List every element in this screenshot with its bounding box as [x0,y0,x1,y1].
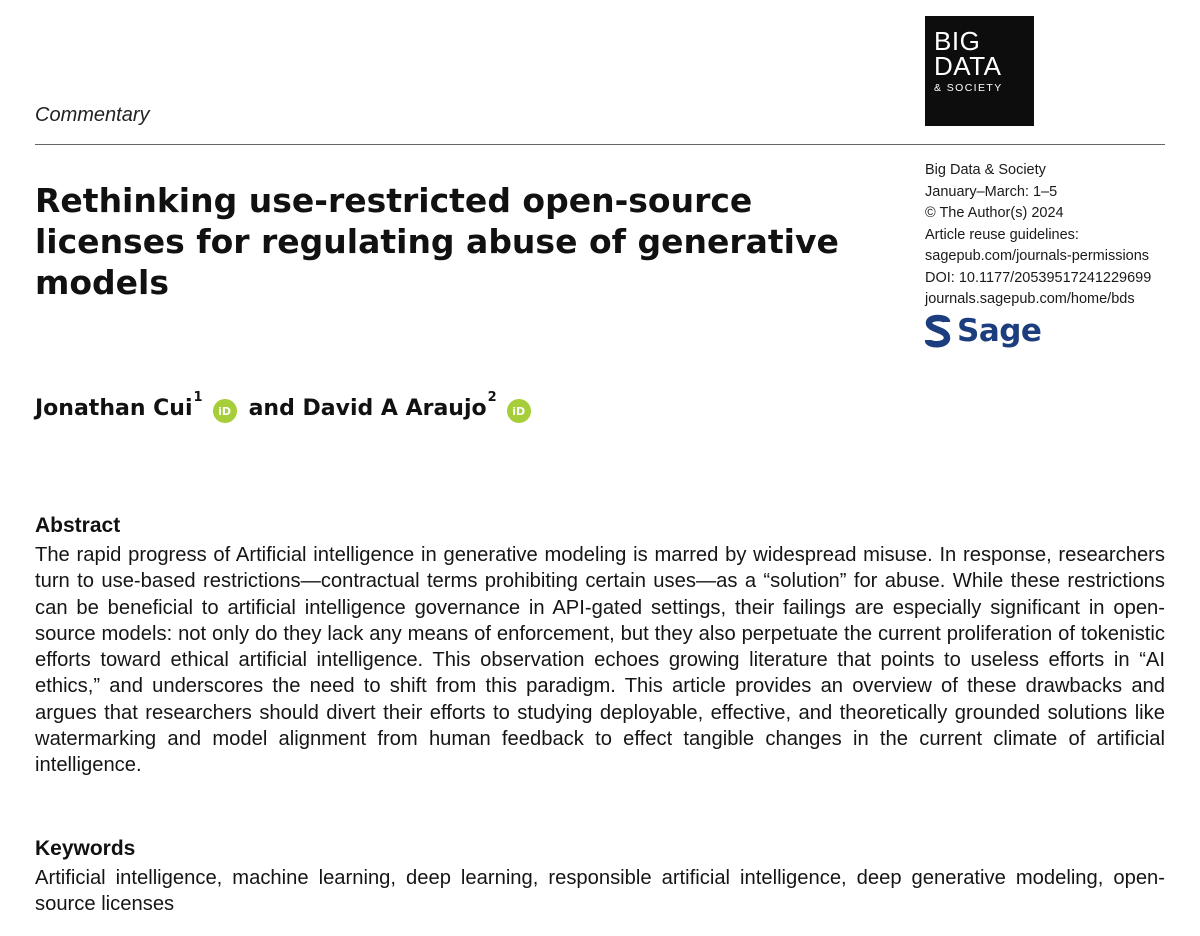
header-divider [35,144,1165,145]
journal-logo [925,16,1034,126]
author-name: Jonathan Cui [35,396,193,421]
meta-reuse-label: Article reuse guidelines: [925,226,1079,243]
meta-issue: January–March: 1–5 [925,183,1058,200]
orcid-icon[interactable]: iD [213,399,237,423]
abstract-text: The rapid progress of Artificial intelligence in generative modeling is marred by widespread misuse. In response, researchers turn to use-based restrictions—contractual terms prohibiting certain uses—as a “solution” for abuse. While these restrictions can be beneficial to artificial intelligence governance in API-gated settings, their failings are especially significant in open-source models: not only do they lack any means of enforcement, but they also perpetuate the current proliferation of tokenistic efforts toward ethical artificial intelligence. This observation echoes growing literature that points to useless efforts in “AI ethics,” and underscores the need to shift from this paradigm. This article provides an overview of these drawbacks and argues that researchers should divert their efforts to studying deployable, effective, and theoretically grounded solutions like watermarking and model alignment from human feedback to effect tangible changes in the current climate of artificial intelligence. [35,544,1165,777]
author-name: David A Araujo [302,396,487,421]
journal-logo-line3: & SOCIETY [934,82,1003,94]
section-type: Commentary [35,104,150,126]
keywords-heading: Keywords [35,837,136,860]
author-list: Jonathan Cui $^1$ iD and David A Araujo $^2$ iD [35,396,531,423]
meta-reuse-link[interactable]: sagepub.com/journals-permissions [925,248,1150,264]
abstract-heading: Abstract [35,514,121,537]
journal-logo-line1: BIG [934,26,981,56]
journal-logo-line2: DATA [934,51,1002,81]
meta-copyright: © The Author(s) 2024 [925,205,1064,221]
orcid-icon[interactable]: iD [507,399,531,423]
meta-journal: Big Data & Society [925,162,1046,178]
author-conjunction: and [248,396,295,421]
article-title: Rethinking use-restricted open-source licenses for regulating abuse of generative models [35,181,839,302]
publisher-logo [925,311,1041,351]
meta-doi[interactable]: DOI: 10.1177/20539517241229699 [925,269,1152,286]
publisher-logo-text: Sage [957,313,1042,349]
sage-s-icon [925,314,951,348]
keywords-text: Artificial intelligence, machine learning, deep learning, responsible artificial intelligence, deep generative modeling, open-source licenses [35,867,1165,916]
article-meta [925,160,1185,311]
meta-homepage-link[interactable]: journals.sagepub.com/home/bds [925,291,1135,307]
